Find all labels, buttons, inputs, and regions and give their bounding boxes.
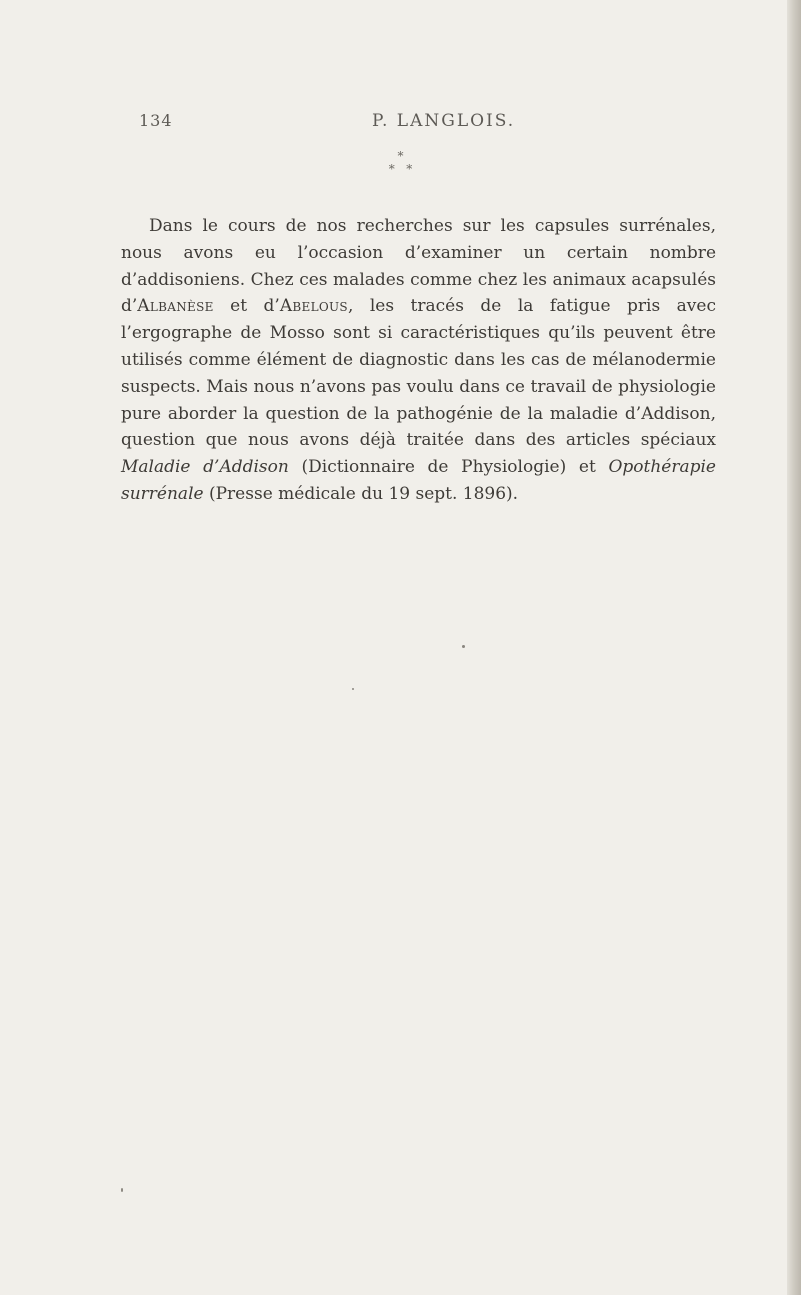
page-edge-shadow (787, 0, 801, 1295)
asterism-bottom: * * (388, 162, 413, 176)
page-number: 134 (139, 111, 173, 130)
paper-speck (121, 1188, 123, 1192)
paragraph-text-4: (Dictionnaire de Physiologie) et (288, 457, 609, 478)
body-paragraph (121, 213, 716, 508)
paragraph-text-1: Dans le cours de nos recherches sur les capsules surrénales, nous avons eu l’occasion d’examiner un certain nombre d’addisoniens. Chez ces malades comme chez les animaux acapsulés d’ (121, 216, 716, 317)
paper-speck (352, 688, 354, 690)
author-name-abelous: Abelous (279, 296, 348, 317)
paragraph-text-2: et d’ (213, 296, 280, 317)
asterism-top: * (397, 149, 404, 163)
article-title-maladie-addison: Maladie d’Addison (121, 457, 289, 478)
running-header (139, 108, 559, 138)
author-name-albanese: Albanèse (137, 296, 214, 317)
paragraph-text-3: , les tracés de la fatigue pris avec l’ergographe de Mosso sont si caractéristiques qu’ils peuvent être utilisés comme élément de diagnostic dans les cas de mélanodermie suspects. Mais nous n’avons pas voulu dans ce travail de physiologie pure aborder la question de la pathogénie de la maladie d’Addison, question que nous avons déjà traitée dans des articles spéciaux (121, 296, 716, 451)
paragraph-text-5: (Presse médicale du 19 sept. 1896). (203, 483, 519, 504)
asterism-ornament (0, 150, 801, 176)
paper-speck (462, 645, 465, 648)
article-title-opotherapie: Opothérapie surrénale (121, 457, 716, 504)
running-head-title: P. LANGLOIS. (372, 111, 516, 131)
